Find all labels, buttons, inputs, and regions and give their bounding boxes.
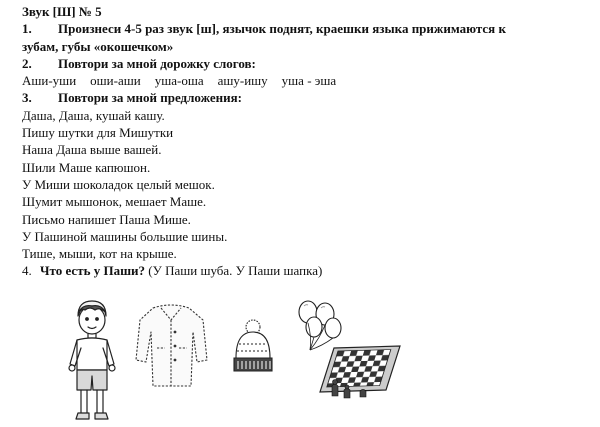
sentence-item: У Пашиной машины большие шины. [22,228,228,244]
syllable-path [22,72,594,89]
winter-hat-icon [230,318,276,374]
sentence-item: Тише, мыши, кот на крыше. [22,246,177,262]
worksheet-title: Звук [Ш] № 5 [22,4,102,19]
task-1-text-line2: зубам, губы «окошечком» [22,38,174,54]
sentence-item: Наша Даша выше вашей. [22,142,162,158]
syllable-item: ашу-ишу [217,73,268,89]
boy-icon [62,298,122,424]
syllable-item: Аши-уши [22,73,77,89]
task-2-number: 2. [22,55,32,71]
task-3 [22,89,594,106]
sentence-item: Шили Маше капюшон. [22,159,151,175]
task-4-answer: (У Паши шуба. У Паши шапка) [148,263,323,279]
task-2-text: Повтори за мной дорожку слогов: [58,55,256,71]
task-4-number: 4. [22,263,32,279]
fur-coat-icon [133,302,210,390]
syllable-item: уша - эша [281,73,337,89]
syllable-item: оши-аши [90,73,141,89]
task-1 [22,20,594,37]
sentence-item: Шумит мышонок, мешает Маше. [22,194,207,210]
task-4 [22,262,594,279]
syllable-item: уша-оша [154,73,204,89]
task-3-text: Повтори за мной предложения: [58,90,242,106]
task-4-question: Что есть у Паши? [40,263,146,279]
task-2 [22,55,594,72]
sentence-item: Письмо напишет Паша Мише. [22,211,191,227]
chess-board-icon [316,336,402,402]
task-3-number: 3. [22,90,32,106]
sentence-item: Даша, Даша, кушай кашу. [22,107,165,123]
task-1-number: 1. [22,21,32,37]
sentence-item: Пишу шутки для Мишутки [22,125,174,141]
task-1-text-line1: Произнеси 4-5 раз звук [ш], язычок поднят, краешки языка прижимаются к [58,21,506,37]
sentence-item: У Миши шоколадок целый мешок. [22,176,215,192]
worksheet [22,3,594,280]
